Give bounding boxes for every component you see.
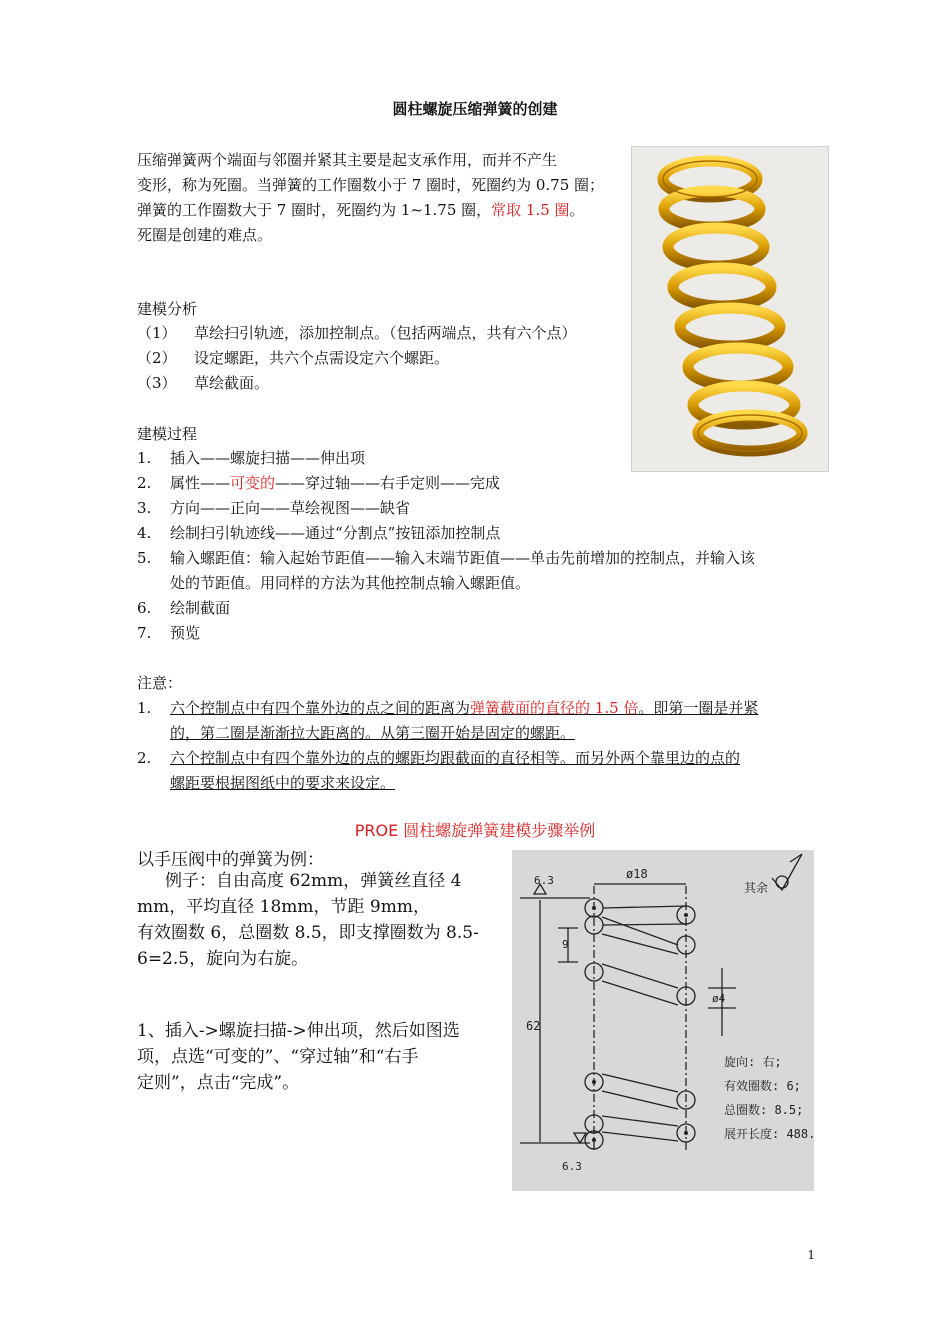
- drawing-roughness-bottom: 6.3: [562, 1160, 582, 1173]
- step-text: [170, 546, 820, 596]
- process-step: [0, 521, 950, 546]
- drawing-spec-4: 展开长度: 488.: [724, 1127, 814, 1141]
- step-num: 1.: [137, 449, 152, 467]
- intro-line-3-text: 弹簧的工作圈数大于 7 圈时，死圈约为 1~1.75 圈，: [137, 201, 492, 219]
- example-line-3: 有效圈数 6，总圈数 8.5，即支撑圈数为 8.5-: [137, 923, 479, 943]
- drawing-wire-label: ø4: [712, 992, 726, 1005]
- step-line-1: 输入螺距值：输入起始节距值——输入末端节距值——单击先前增加的控制点，并输入该: [170, 549, 756, 567]
- step-text: [170, 471, 820, 496]
- step1-paragraph: [137, 1018, 502, 1096]
- process-step: [0, 621, 950, 646]
- step-num: 7.: [137, 624, 152, 642]
- example-paragraph: [137, 868, 502, 972]
- step-num: 4.: [137, 524, 152, 542]
- note-line-1: 六个控制点中有四个靠外边的点的螺距均跟截面的直径相等。而另外两个靠里边的点的: [170, 749, 741, 767]
- drawing-spec-1: 旋向: 右;: [724, 1055, 782, 1069]
- intro-line-3-end: 。: [569, 201, 585, 219]
- analysis-heading: 建模分析: [137, 300, 198, 318]
- step1-line-3: 定则”，点击“完成”。: [137, 1073, 300, 1093]
- note-text-pre: 六个控制点中有四个靠外边的点之间的距离为: [170, 699, 471, 717]
- step1-line-1: 1、插入->螺旋扫描->伸出项，然后如图选: [137, 1021, 460, 1041]
- intro-paragraph: [137, 148, 627, 248]
- analysis-num: （1）: [137, 324, 177, 342]
- example-line-1: 例子：自由高度 62mm，弹簧丝直径 4: [165, 871, 462, 891]
- analysis-item: [137, 371, 817, 396]
- note-num: 1.: [137, 699, 152, 717]
- intro-line-4: 死圈是创建的难点。: [137, 226, 273, 244]
- analysis-text: 草绘扫引轨迹，添加控制点。（包括两端点，共有六个点）: [194, 324, 577, 342]
- intro-line-2: 变形，称为死圈。当弹簧的工作圈数小于 7 圈时，死圈约为 0.75 圈；: [137, 176, 605, 194]
- intro-highlight: 常取 1.5 圈: [491, 201, 570, 219]
- note-num: 2.: [137, 749, 152, 767]
- spring-drawing-graphic: [512, 850, 814, 1191]
- note-text-post: 。即第一圈是并紧: [638, 699, 759, 717]
- step-text: 插入——螺旋扫描——伸出项: [170, 449, 366, 467]
- example-line-4: 6=2.5，旋向为右旋。: [137, 949, 309, 969]
- process-step: [0, 596, 950, 621]
- notes-heading: 注意：: [137, 674, 183, 692]
- note-text: [170, 696, 820, 746]
- drawing-diameter-label: ø18: [626, 867, 648, 881]
- analysis-text: 草绘截面。: [194, 374, 270, 392]
- step-text-post: ——穿过轴——右手定则——完成: [275, 474, 501, 492]
- step-num: 3.: [137, 499, 152, 517]
- page-number: 1: [807, 1248, 815, 1262]
- analysis-num: （2）: [137, 349, 177, 367]
- step-text: 方向——正向——草绘视图——缺省: [170, 499, 411, 517]
- intro-line-3: [137, 198, 627, 223]
- drawing-pitch-label: 9: [562, 938, 569, 951]
- note-highlight: 弹簧截面的直径的 1.5 倍: [470, 699, 639, 717]
- spring-3d-image: [631, 146, 829, 472]
- analysis-num: （3）: [137, 374, 177, 392]
- step-text: 绘制截面: [170, 599, 231, 617]
- example-line-2: mm，平均直径 18mm，节距 9mm，: [137, 897, 430, 917]
- process-step: [0, 496, 950, 521]
- intro-line-1: 压缩弹簧两个端面与邻圈并紧其主要是起支承作用，而并不产生: [137, 151, 558, 169]
- step-num: 2.: [137, 474, 152, 492]
- spring-3d-graphic: [632, 147, 828, 471]
- step-num: 6.: [137, 599, 152, 617]
- step-text-pre: 属性——: [170, 474, 231, 492]
- drawing-spec-2: 有效圈数: 6;: [724, 1079, 801, 1093]
- drawing-qiyu-label: 其余: [744, 881, 769, 895]
- step1-line-2: 项，点选“可变的”、“穿过轴”和“右手: [137, 1047, 419, 1067]
- analysis-item: [137, 346, 817, 371]
- example-subheading: 以手压阀中的弹簧为例：: [137, 850, 324, 870]
- step-text: 预览: [170, 624, 201, 642]
- step-highlight: 可变的: [230, 474, 276, 492]
- drawing-height-label: 62: [526, 1019, 541, 1033]
- spring-drawing-image: [512, 850, 814, 1191]
- analysis-text: 设定螺距，共六个点需设定六个螺距。: [194, 349, 450, 367]
- note-text: [170, 746, 820, 796]
- example-heading: PROE 圆柱螺旋弹簧建模步骤举例: [354, 821, 596, 840]
- process-heading: 建模过程: [137, 425, 198, 443]
- drawing-spec-3: 总圈数: 8.5;: [724, 1103, 804, 1117]
- note-line-2: 螺距要根据图纸中的要求来设定。: [170, 774, 396, 792]
- process-step: [0, 471, 950, 496]
- page-title: 圆柱螺旋压缩弹簧的创建: [392, 100, 558, 118]
- note-line-2: 的，第二圈是渐渐拉大距离的。从第三圈开始是固定的螺距。: [170, 724, 576, 742]
- note-item: [0, 746, 950, 796]
- step-num: 5.: [137, 549, 152, 567]
- analysis-item: [137, 321, 817, 346]
- step-text: 绘制扫引轨迹线——通过“分割点”按钮添加控制点: [170, 524, 501, 542]
- note-item: [0, 696, 950, 746]
- drawing-roughness-top: 6.3: [534, 874, 554, 887]
- process-step: [0, 446, 950, 471]
- process-step: [0, 546, 950, 596]
- step-line-2: 处的节距值。用同样的方法为其他控制点输入螺距值。: [170, 574, 531, 592]
